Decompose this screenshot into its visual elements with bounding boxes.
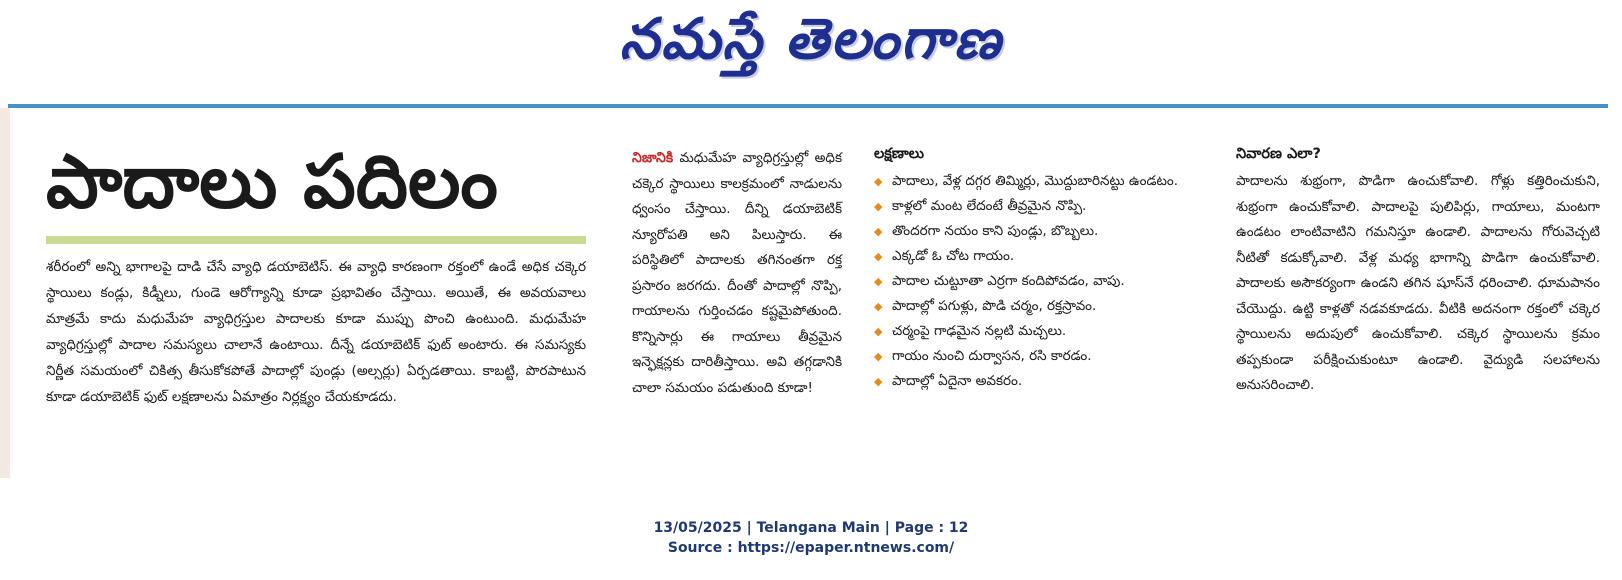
- masthead-logo: నమస్తే తెలంగాణ: [619, 6, 1003, 72]
- list-item: ◆ తొందరగా నయం కాని పుండ్లు, బొబ్బలు.: [874, 219, 1194, 244]
- page-footer: [0, 518, 1622, 558]
- symptoms-heading: లక్షణాలు: [874, 146, 925, 162]
- headline-underline: [46, 236, 586, 244]
- masthead: [0, 6, 1622, 86]
- diamond-bullet-icon: ◆: [874, 375, 883, 388]
- article-column-2: [632, 146, 842, 401]
- column-lead-word: నిజానికి: [632, 150, 674, 166]
- diamond-bullet-icon: ◆: [874, 350, 883, 363]
- prevention-text: పాదాలను శుభ్రంగా, పొడిగా ఉంచుకోవాలి. గోళ్లు కత్తిరించుకుని, శుభ్రంగా ఉంచుకోవాలి. పాదాలపై పులిపిర్లు, గాయాలు, మంటగా ఉండటం లాంటివాటిని గమనిస్తూ ఉండాలి. పాదాలను గోరువెచ్చటి నీటితో కడుక్కోవాలి. వేళ్ల మధ్య భాగాన్ని పొడిగా ఉంచుకోవాలి. పాదాలకు అసౌకర్యంగా ఉండని తగిన షూస్‌నే ధరించాలి. ధూమపానం చేయొద్దు. ఉట్టి కాళ్లతో నడవకూడదు. వీటికి అదనంగా రక్తంలో చక్కెర స్థాయిలను అదుపులో ఉంచుకోవాలి. చక్కెర స్థాయిలను క్రమం తప్పకుండా పరీక్షించుకుంటూ ఉండాలి. వైద్యుడి సలహాలను అనుసరించాలి.: [1236, 173, 1600, 393]
- list-item: ◆ పాదాల చుట్టూతా ఎర్రగా కందిపోవడం, వాపు.: [874, 269, 1194, 294]
- list-item: ◆ కాళ్లలో మంట లేదంటే తీవ్రమైన నొప్పి.: [874, 194, 1194, 219]
- diamond-bullet-icon: ◆: [874, 250, 883, 263]
- diamond-bullet-icon: ◆: [874, 225, 883, 238]
- edition-info: 13/05/2025 | Telangana Main | Page : 12: [653, 520, 969, 536]
- diamond-bullet-icon: ◆: [874, 300, 883, 313]
- diamond-bullet-icon: ◆: [874, 275, 883, 288]
- list-item: ◆ పాదాలు, వేళ్ల దగ్గర తిమ్మిర్లు, మొద్దుబారినట్టు ఉండటం.: [874, 169, 1194, 194]
- column-2-text: మధుమేహ వ్యాధిగ్రస్తుల్లో అధిక చక్కెర స్థాయిలు కాలక్రమంలో నాడులను ధ్వంసం చేస్తాయి. దీన్ని డయాబెటిక్ న్యూరోపతి అని పిలుస్తారు. ఈ పరిస్థితిలో పాదాలకు తగినంతగా రక్త ప్రసారం జరగదు. దీంతో పాదాల్లో నొప్పి, గాయాలను గుర్తించడం కష్టమైపోతుంది. కొన్నిసార్లు ఈ గాయాలు తీవ్రమైన ఇన్ఫెక్షన్లకు దారితీస్తాయి. అవి తగ్గడానికి చాలా సమయం పడుతుంది కూడా!: [632, 150, 842, 396]
- list-item: ◆ పాదాల్లో ఏదైనా అవకరం.: [874, 369, 1194, 394]
- list-item: ◆ ఎక్కడో ఓ చోట గాయం.: [874, 244, 1194, 269]
- list-item: ◆ చర్మంపై గాఢమైన నల్లటి మచ్చలు.: [874, 319, 1194, 344]
- symptoms-list: [874, 169, 1194, 394]
- diamond-bullet-icon: ◆: [874, 325, 883, 338]
- diamond-bullet-icon: ◆: [874, 200, 883, 213]
- list-item: ◆ గాయం నుంచి దుర్వాసన, రసి కారడం.: [874, 344, 1194, 369]
- article-intro: శరీరంలో అన్ని భాగాలపై దాడి చేసే వ్యాధి డయాబెటిస్. ఈ వ్యాధి కారణంగా రక్తంలో ఉండే అధిక చక్కెర స్థాయిలు కండ్లు, కిడ్నీలు, గుండె ఆరోగ్యాన్ని కూడా ప్రభావితం చేస్తాయి. అయితే, ఈ అవయవాలు మాత్రమే కాదు మధుమేహ వ్యాధిగ్రస్తుల పాదాలకు కూడా ముప్పు పొంచి ఉంటుంది. మధుమేహ వ్యాధిగ్రస్తుల్లో పాదాల సమస్యలు చాలానే ఉంటాయి. దీన్నే డయాబెటిక్ ఫుట్ అంటారు. ఈ సమస్యకు నిర్ణీత సమయంలో చికిత్స తీసుకోకపోతే పాదాల్లో పుండ్లు (అల్సర్లు) ఏర్పడతాయి. కాబట్టి, పొరపాటున కూడా డయాబెటిక్ ఫుట్ లక్షణాలను ఏమాత్రం నిర్లక్ష్యం చేయకూడదు.: [46, 259, 586, 405]
- source-link[interactable]: Source : https://epaper.ntnews.com/: [667, 540, 955, 556]
- prevention-heading: నివారణ ఎలా?: [1236, 146, 1321, 162]
- list-item: ◆ పాదాల్లో పగుళ్లు, పొడి చర్మం, రక్తస్రావం.: [874, 294, 1194, 319]
- prevention-section: [1236, 142, 1600, 399]
- diamond-bullet-icon: ◆: [874, 175, 883, 188]
- header-divider: [8, 104, 1608, 108]
- symptoms-section: [874, 142, 1194, 394]
- left-edge-strip: [0, 108, 10, 478]
- article-headline: పాదాలు పదిలం: [46, 139, 498, 225]
